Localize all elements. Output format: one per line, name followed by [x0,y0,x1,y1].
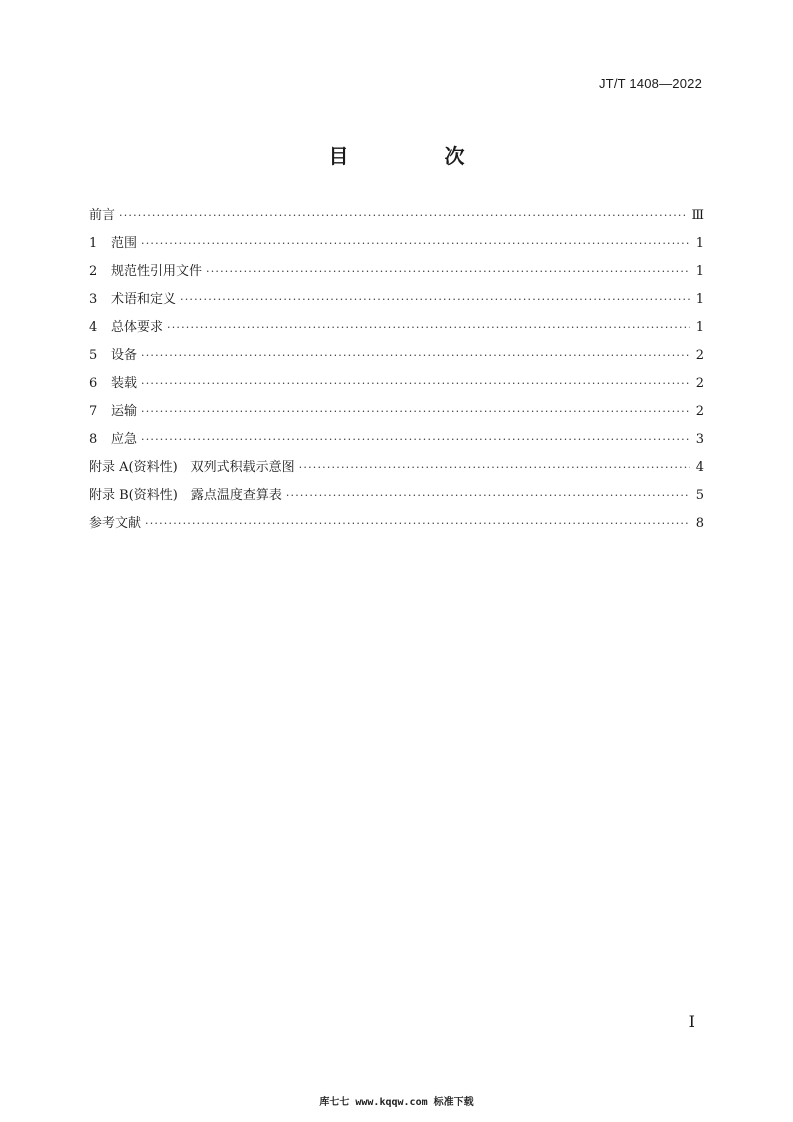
toc-entry-label: 参考文献 [89,516,142,531]
toc-leader-dots [286,482,690,510]
toc-entry-equipment[interactable] [89,342,704,370]
toc-entry-page: 8 [695,516,704,531]
toc-entry-page: 5 [695,488,704,503]
toc-entry-label: 应急 [111,432,138,447]
toc-entry-number: 3 [89,292,98,307]
toc-entry-page: 1 [695,292,704,307]
toc-entry-number: 6 [89,376,98,391]
toc-entry-label: 术语和定义 [111,292,177,307]
toc-leader-dots [141,426,690,454]
toc-entry-number: 8 [89,432,98,447]
toc-entry-page: 2 [695,376,704,391]
toc-leader-dots [167,314,690,342]
toc-entry-normative-references[interactable] [89,258,704,286]
toc-leader-dots [141,370,690,398]
toc-leader-dots [141,342,690,370]
toc-leader-dots [141,230,690,258]
toc-entry-label: 范围 [111,236,138,251]
toc-entry-bibliography[interactable] [89,510,704,538]
download-watermark: 库七七 www.kqqw.com 标准下载 [319,1097,474,1108]
toc-entry-emergency[interactable] [89,426,704,454]
toc-entry-number: 2 [89,264,98,279]
toc-entry-annex-b[interactable] [89,482,704,510]
table-of-contents [89,202,704,538]
toc-entry-loading[interactable] [89,370,704,398]
toc-entry-label: 设备 [111,348,138,363]
toc-entry-page: 1 [695,236,704,251]
toc-entry-label: 规范性引用文件 [111,264,203,279]
toc-title: 目 次 [328,144,503,168]
toc-entry-terms[interactable] [89,286,704,314]
toc-entry-label: 装载 [111,376,138,391]
toc-leader-dots [206,258,690,286]
toc-entry-number: 7 [89,404,98,419]
toc-entry-page: 1 [695,264,704,279]
toc-entry-scope[interactable] [89,230,704,258]
toc-entry-page: 2 [695,404,704,419]
toc-entry-general-requirements[interactable] [89,314,704,342]
toc-entry-page: 1 [695,320,704,335]
toc-entry-label: 前言 [89,208,116,223]
toc-entry-page: Ⅲ [691,208,704,223]
toc-entry-label: 附录 B(资料性) 露点温度查算表 [89,488,282,503]
toc-entry-page: 2 [695,348,704,363]
toc-entry-number: 1 [89,236,98,251]
toc-entry-foreword[interactable] [89,202,704,230]
toc-entry-annex-a[interactable] [89,454,704,482]
toc-entry-page: 3 [695,432,704,447]
toc-entry-label: 运输 [111,404,138,419]
toc-entry-number: 4 [89,320,98,335]
toc-entry-page: 4 [695,460,704,475]
toc-entry-transport[interactable] [89,398,704,426]
toc-entry-number: 5 [89,348,98,363]
toc-leader-dots [141,398,690,426]
toc-entry-label: 附录 A(资料性) 双列式积载示意图 [89,460,295,475]
toc-leader-dots [180,286,690,314]
toc-entry-label: 总体要求 [111,320,164,335]
page-number: Ⅰ [688,1012,695,1031]
standard-number: JT/T 1408—2022 [598,76,702,91]
toc-leader-dots [299,454,690,482]
toc-leader-dots [145,510,690,538]
toc-leader-dots [119,202,687,230]
